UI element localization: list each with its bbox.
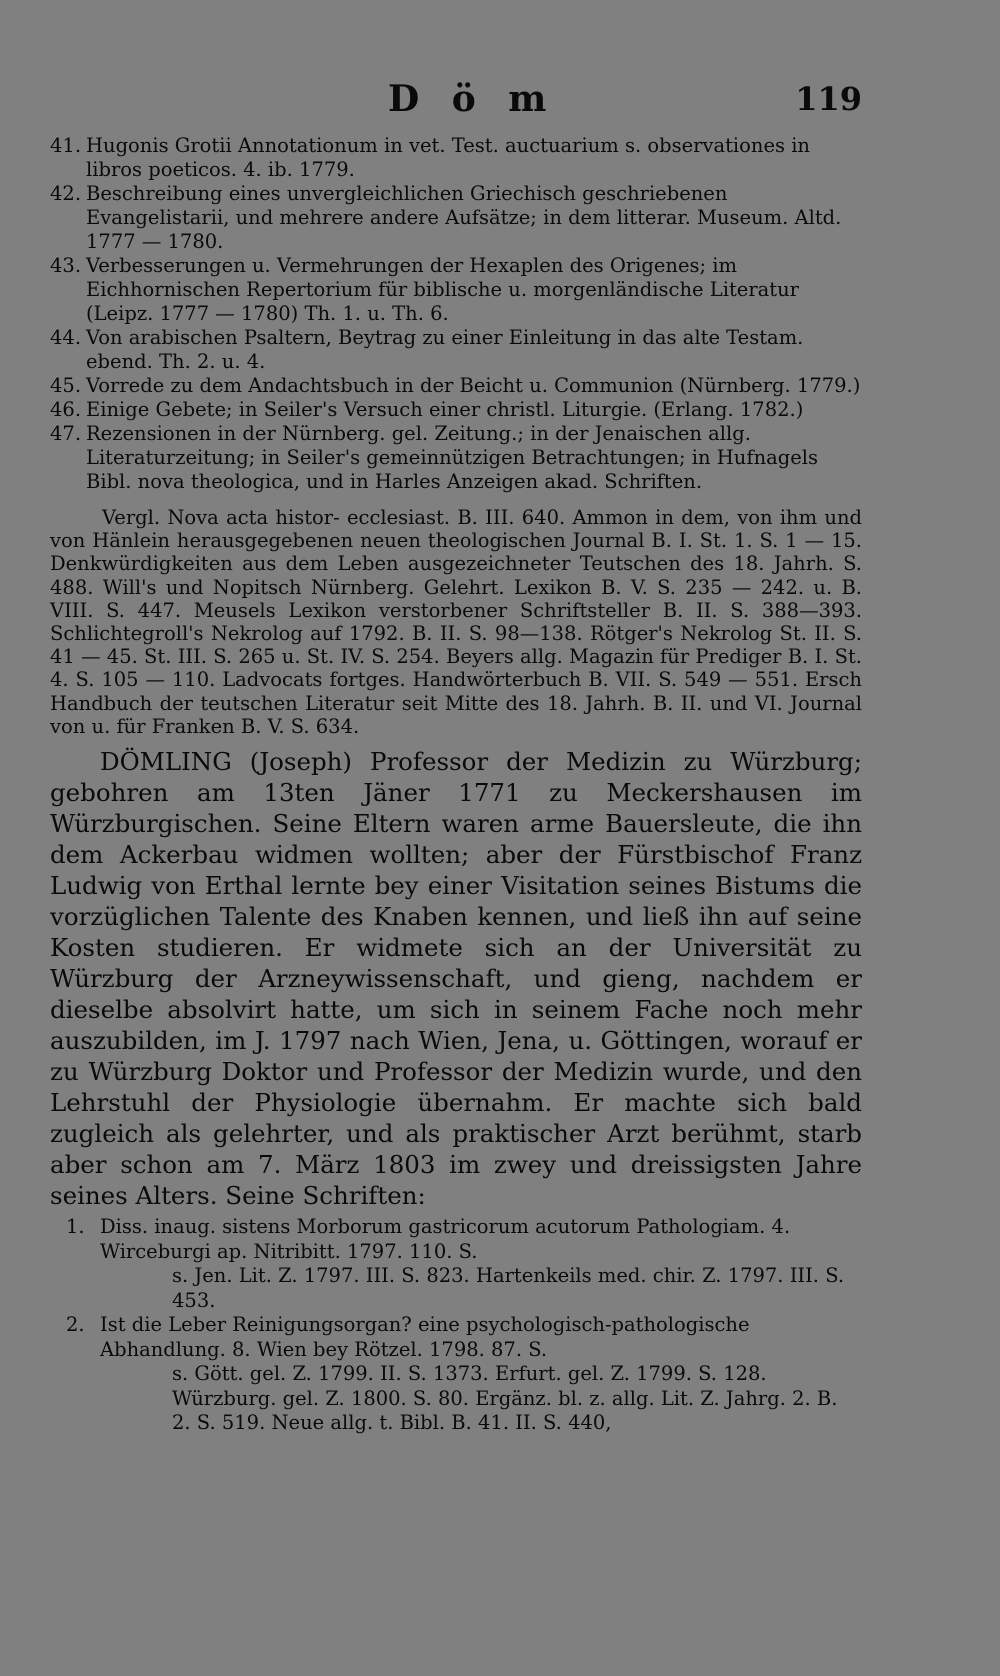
references-block — [50, 506, 862, 738]
item-review: s. Jen. Lit. Z. 1797. III. S. 823. Hartenkeils med. chir. Z. 1797. III. S. 453. — [172, 1264, 845, 1312]
item-number: 1. — [66, 1215, 85, 1239]
item-number: 41. — [50, 134, 82, 157]
biography-text: DÖMLING (Joseph) Professor der Medizin zu Würzburg; gebohren am 13ten Jäner 1771 zu Meckershausen im Würzburgischen. Seine Eltern waren arme Bauersleute, die ihn dem Ackerbau widmen wollten; aber der Fürstbischof Franz Ludwig von Erthal lernte bey einer Visitation seines Bistums die vorzüglichen Talente des Knaben kennen, und ließ ihn auf seine Kosten studieren. Er widmete sich an der Universität zu Würzburg der Arzneywissenschaft, und gieng, nachdem er dieselbe absolvirt hatte, um sich in seinem Fache noch mehr auszubilden, im J. 1797 nach Wien, Jena, u. Göttingen, worauf er zu Würzburg Doktor und Professor der Medizin wurde, und den Lehrstuhl der Physiologie übernahm. Er machte sich bald zugleich als gelehrter, und als praktischer Arzt berühmt, starb aber schon am 7. März 1803 im zwey und dreissigsten Jahre seines Alters. Seine Schriften: — [50, 747, 862, 1211]
item-number: 46. — [50, 398, 82, 421]
item-text: Von arabischen Psaltern, Beytrag zu einer Einleitung in das alte Testam. ebend. Th. 2. u. 4. — [86, 326, 804, 373]
item-number: 45. — [50, 374, 82, 397]
running-head: D ö m — [388, 78, 557, 120]
list-item — [50, 398, 862, 422]
item-text: Vorrede zu dem Andachtsbuch in der Beicht u. Communion (Nürnberg. 1779.) — [86, 374, 861, 397]
list-item — [50, 182, 862, 254]
item-text: Diss. inaug. sistens Morborum gastricorum acutorum Pathologiam. 4. Wirceburgi ap. Nitribitt. 1797. 110. S. — [100, 1215, 791, 1263]
list-item — [50, 134, 862, 182]
biography-block — [50, 746, 862, 1211]
item-review: s. Gött. gel. Z. 1799. II. S. 1373. Erfurt. gel. Z. 1799. S. 128. Würzburg. gel. Z. 1800. S. 80. Ergänz. bl. z. allg. Lit. Z. Jahrg. 2. B. 2. S. 519. Neue allg. t. Bibl. B. 41. II. S. 440, — [172, 1362, 838, 1435]
list-item — [50, 1313, 862, 1436]
item-number: 47. — [50, 422, 82, 445]
page-header — [50, 78, 862, 126]
item-number: 42. — [50, 182, 82, 205]
item-text: Einige Gebete; in Seiler's Versuch einer christl. Liturgie. (Erlang. 1782.) — [86, 398, 804, 421]
item-text: Ist die Leber Reinigungsorgan? eine psychologisch-pathologische Abhandlung. 8. Wien bey Rötzel. 1798. 87. S. — [100, 1313, 750, 1361]
item-text: Hugonis Grotii Annotationum in vet. Test. auctuarium s. observationes in libros poeticos. 4. ib. 1779. — [86, 134, 810, 181]
list-item — [50, 326, 862, 374]
item-text: Beschreibung eines unvergleichlichen Griechisch geschriebenen Evangelistarii, und mehrere andere Aufsätze; in dem litterar. Museum. Altd. 1777 — 1780. — [86, 182, 842, 253]
page-number: 119 — [795, 80, 862, 118]
list-item — [50, 422, 862, 494]
works-list — [50, 1215, 862, 1436]
list-item — [50, 374, 862, 398]
list-item — [50, 254, 862, 326]
item-text: Rezensionen in der Nürnberg. gel. Zeitung.; in der Jenaischen allg. Literaturzeitung; in Seiler's gemeinnützigen Betrachtungen; in Hufnagels Bibl. nova theologica, und in Harles Anzeigen akad. Schriften. — [86, 422, 819, 493]
item-number: 44. — [50, 326, 82, 349]
list-item — [50, 1215, 862, 1313]
item-text: Verbesserungen u. Vermehrungen der Hexaplen des Origenes; im Eichhornischen Repertorium für biblische u. morgenländische Literatur (Leipz. 1777 — 1780) Th. 1. u. Th. 6. — [86, 254, 799, 325]
item-number: 43. — [50, 254, 82, 277]
item-number: 2. — [66, 1313, 85, 1337]
references-text: Vergl. Nova acta histor- ecclesiast. B. III. 640. Ammon in dem, von ihm und von Hänlein herausgegebenen neuen theologischen Journal B. I. St. 1. S. 1 — 15. Denkwürdigkeiten aus dem Leben ausgezeichneter Teutschen des 18. Jahrh. S. 488. Will's und Nopitsch Nürnberg. Gelehrt. Lexikon B. V. S. 235 — 242. u. B. VIII. S. 447. Meusels Lexikon verstorbener Schriftsteller B. II. S. 388—393. Schlichtegroll's Nekrolog auf 1792. B. II. S. 98—138. Rötger's Nekrolog St. II. S. 41 — 45. St. III. S. 265 u. St. IV. S. 254. Beyers allg. Magazin für Prediger B. I. St. 4. S. 105 — 110. Ladvocats fortges. Handwörterbuch B. VII. S. 549 — 551. Ersch Handbuch der teutschen Literatur seit Mitte des 18. Jahrh. B. II. und VI. Journal von u. für Franken B. V. S. 634. — [50, 506, 862, 738]
works-list-continued — [50, 134, 862, 494]
